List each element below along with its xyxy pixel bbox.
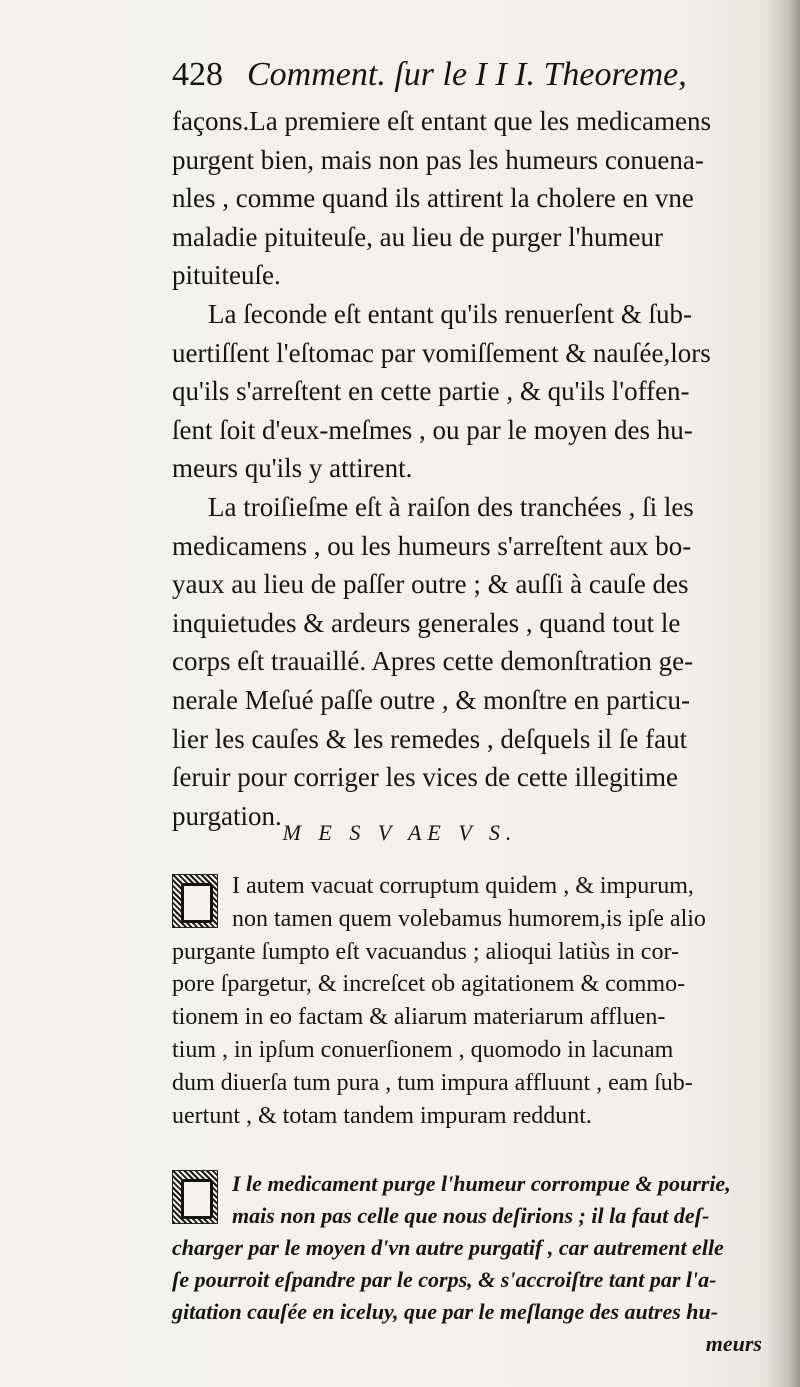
text-line: purgation.: [172, 800, 282, 831]
text-line: pituiteuſe.: [172, 260, 281, 291]
text-line: yaux au lieu de paſſer outre ; & auſſi à cauſe des: [172, 569, 689, 600]
text-line: ſent ſoit d'eux-meſmes , ou par le moyen des hu-: [172, 414, 693, 445]
latin-passage: [172, 870, 792, 1132]
text-line: nles , comme quand ils attirent la cholere en vne: [172, 183, 694, 214]
text-line: maladie pituiteuſe, au lieu de purger l'humeur: [172, 221, 663, 252]
running-title: Comment. ſur le I I I. Theoreme,: [247, 56, 687, 93]
text-line: qu'ils s'arreſtent en cette partie , & qu'ils l'offen-: [172, 376, 690, 407]
text-line: nerale Meſué paſſe outre , & monſtre en particu-: [172, 684, 691, 715]
text-line: corps eſt trauaillé. Apres cette demonſtration ge-: [172, 646, 694, 677]
text-line: charger par le moyen d'vn autre purgatif , car autrement elle: [172, 1235, 724, 1260]
text-line: lier les cauſes & les remedes , deſquels il ſe faut: [172, 723, 688, 754]
text-line: purgent bien, mais non pas les humeurs conuena-: [172, 144, 704, 175]
french-commentary: [172, 102, 792, 835]
text-line: pore ſpargetur, & increſcet ob agitationem & commo-: [172, 971, 686, 998]
text-line: tionem in eo factam & aliarum materiarum affluen-: [172, 1004, 666, 1031]
text-line: façons.La premiere eſt entant que les medicamens: [172, 106, 712, 136]
text-line: ſe pourroit eſpandre par le corps, & s'accroiſtre tant par l'a-: [172, 1267, 717, 1292]
running-header: [172, 50, 732, 100]
page-number: 428: [172, 56, 223, 93]
text-line: uertiſſent l'eſtomac par vomiſſement & nauſée,lors: [172, 337, 711, 368]
text-line: dum diuerſa tum pura , tum impura affluunt , eam ſub-: [172, 1069, 693, 1096]
text-line: I autem vacuat corruptum quidem , & impurum,: [232, 873, 694, 899]
text-line: La troiſieſme eſt à raiſon des tranchées , ſi les: [208, 491, 694, 522]
text-line: non tamen quem volebamus humorem,is ipſe alio: [232, 905, 706, 932]
text-line: meurs qu'ils y attirent.: [172, 453, 413, 484]
text-line: medicamens , ou les humeurs s'arreſtent aux bo-: [172, 530, 692, 561]
catchword: meurs: [705, 1331, 762, 1356]
text-line: mais non pas celle que nous deſirions ; il la faut deſ-: [232, 1203, 710, 1228]
french-translation: [172, 1168, 792, 1360]
text-line: La ſeconde eſt entant qu'ils renuerſent & ſub-: [208, 298, 692, 329]
text-line: I le medicament purge l'humeur corrompue & pourrie,: [232, 1171, 731, 1196]
text-line: ſeruir pour corriger les vices de cette illegitime: [172, 762, 679, 793]
text-line: gitation cauſée en iceluy, que par le meſlange des autres hu-: [172, 1299, 719, 1324]
text-line: purgante ſumpto eſt vacuandus ; alioqui latiùs in cor-: [172, 938, 679, 965]
text-line: uertunt , & totam tandem impuram reddunt.: [172, 1102, 592, 1129]
section-heading: M E S V AE V S.: [282, 820, 518, 845]
text-line: inquietudes & ardeurs generales , quand tout le: [172, 607, 681, 638]
text-line: tium , in ipſum conuerſionem , quomodo in lacunam: [172, 1036, 674, 1063]
